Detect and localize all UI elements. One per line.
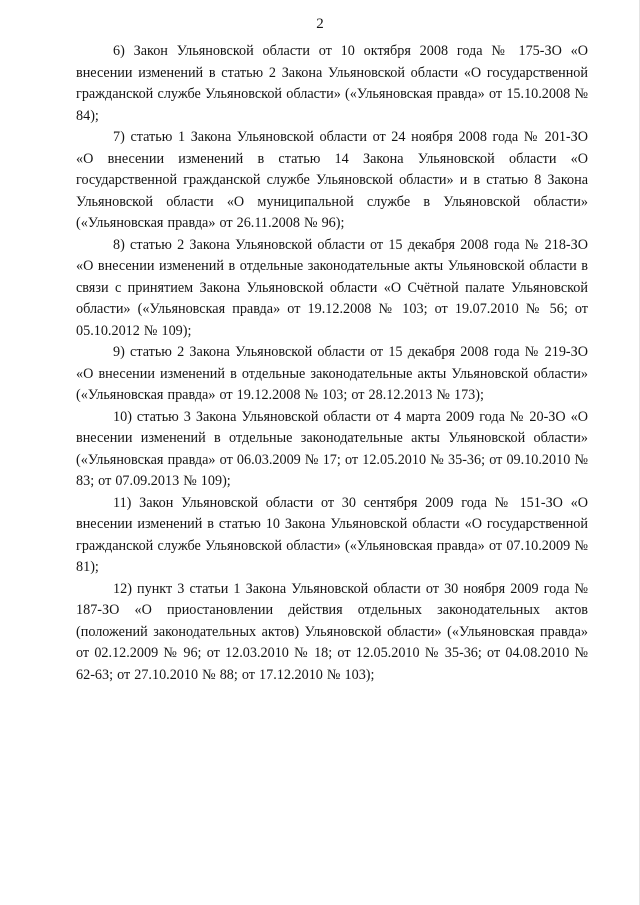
list-item-8: 8) статью 2 Закона Ульяновской области от 15 декабря 2008 года № 218-ЗО «О внесении изменений в отдельные законодательные акты Ульяновской области в связи с принятием Закона Ульяновской области «О Счётной палате Ульяновской области» («Ульяновская правда» от 19.12.2008 № 103; от 19.07.2010 № 56; от 05.10.2012 № 109); [76,236,588,339]
list-item-7: 7) статью 1 Закона Ульяновской области от 24 ноября 2008 года № 201-ЗО «О внесении изменений в статью 14 Закона Ульяновской области «О государственной гражданской службе Ульяновской области» и в статью 8 Закона Ульяновской области «О муниципальной службе в Ульяновской области» («Ульяновская правда» от 26.11.2008 № 96); [76,129,588,231]
page-number: 2 [316,16,324,32]
list-item-12: 12) пункт 3 статьи 1 Закона Ульяновской области от 30 ноября 2009 года № 187-ЗО «О приостановлении действия отдельных законодательных актов (положений законодательных актов) Ульяновской области» («Ульяновская правда» от 02.12.2009 № 96; от 12.03.2010 № 18; от 12.05.2010 № 35-36; от 04.08.2010 № 62-63; от 27.10.2010 № 88; от 17.12.2010 № 103); [76,580,588,683]
document-body [76,41,588,686]
list-item-9: 9) статью 2 Закона Ульяновской области от 15 декабря 2008 года № 219-ЗО «О внесении изменений в отдельные законодательные акты Ульяновской области» («Ульяновская правда» от 19.12.2008 № 103; от 28.12.2013 № 173); [76,344,588,403]
list-item-10: 10) статью 3 Закона Ульяновской области от 4 марта 2009 года № 20-ЗО «О внесении изменений в отдельные законодательные акты Ульяновской области» («Ульяновская правда» от 06.03.2009 № 17; от 12.05.2010 № 35-36; от 09.10.2010 № 83; от 07.09.2013 № 109); [76,408,588,489]
list-item-11: 11) Закон Ульяновской области от 30 сентября 2009 года № 151-ЗО «О внесении изменений в статью 10 Закона Ульяновской области «О государственной гражданской службе Ульяновской области» («Ульяновская правда» от 07.10.2009 № 81); [76,494,588,575]
list-item-6: 6) Закон Ульяновской области от 10 октября 2008 года № 175-ЗО «О внесении изменений в статью 2 Закона Ульяновской области «О государственной гражданской службе Ульяновской области» («Ульяновская правда» от 15.10.2008 № 84); [76,43,588,124]
